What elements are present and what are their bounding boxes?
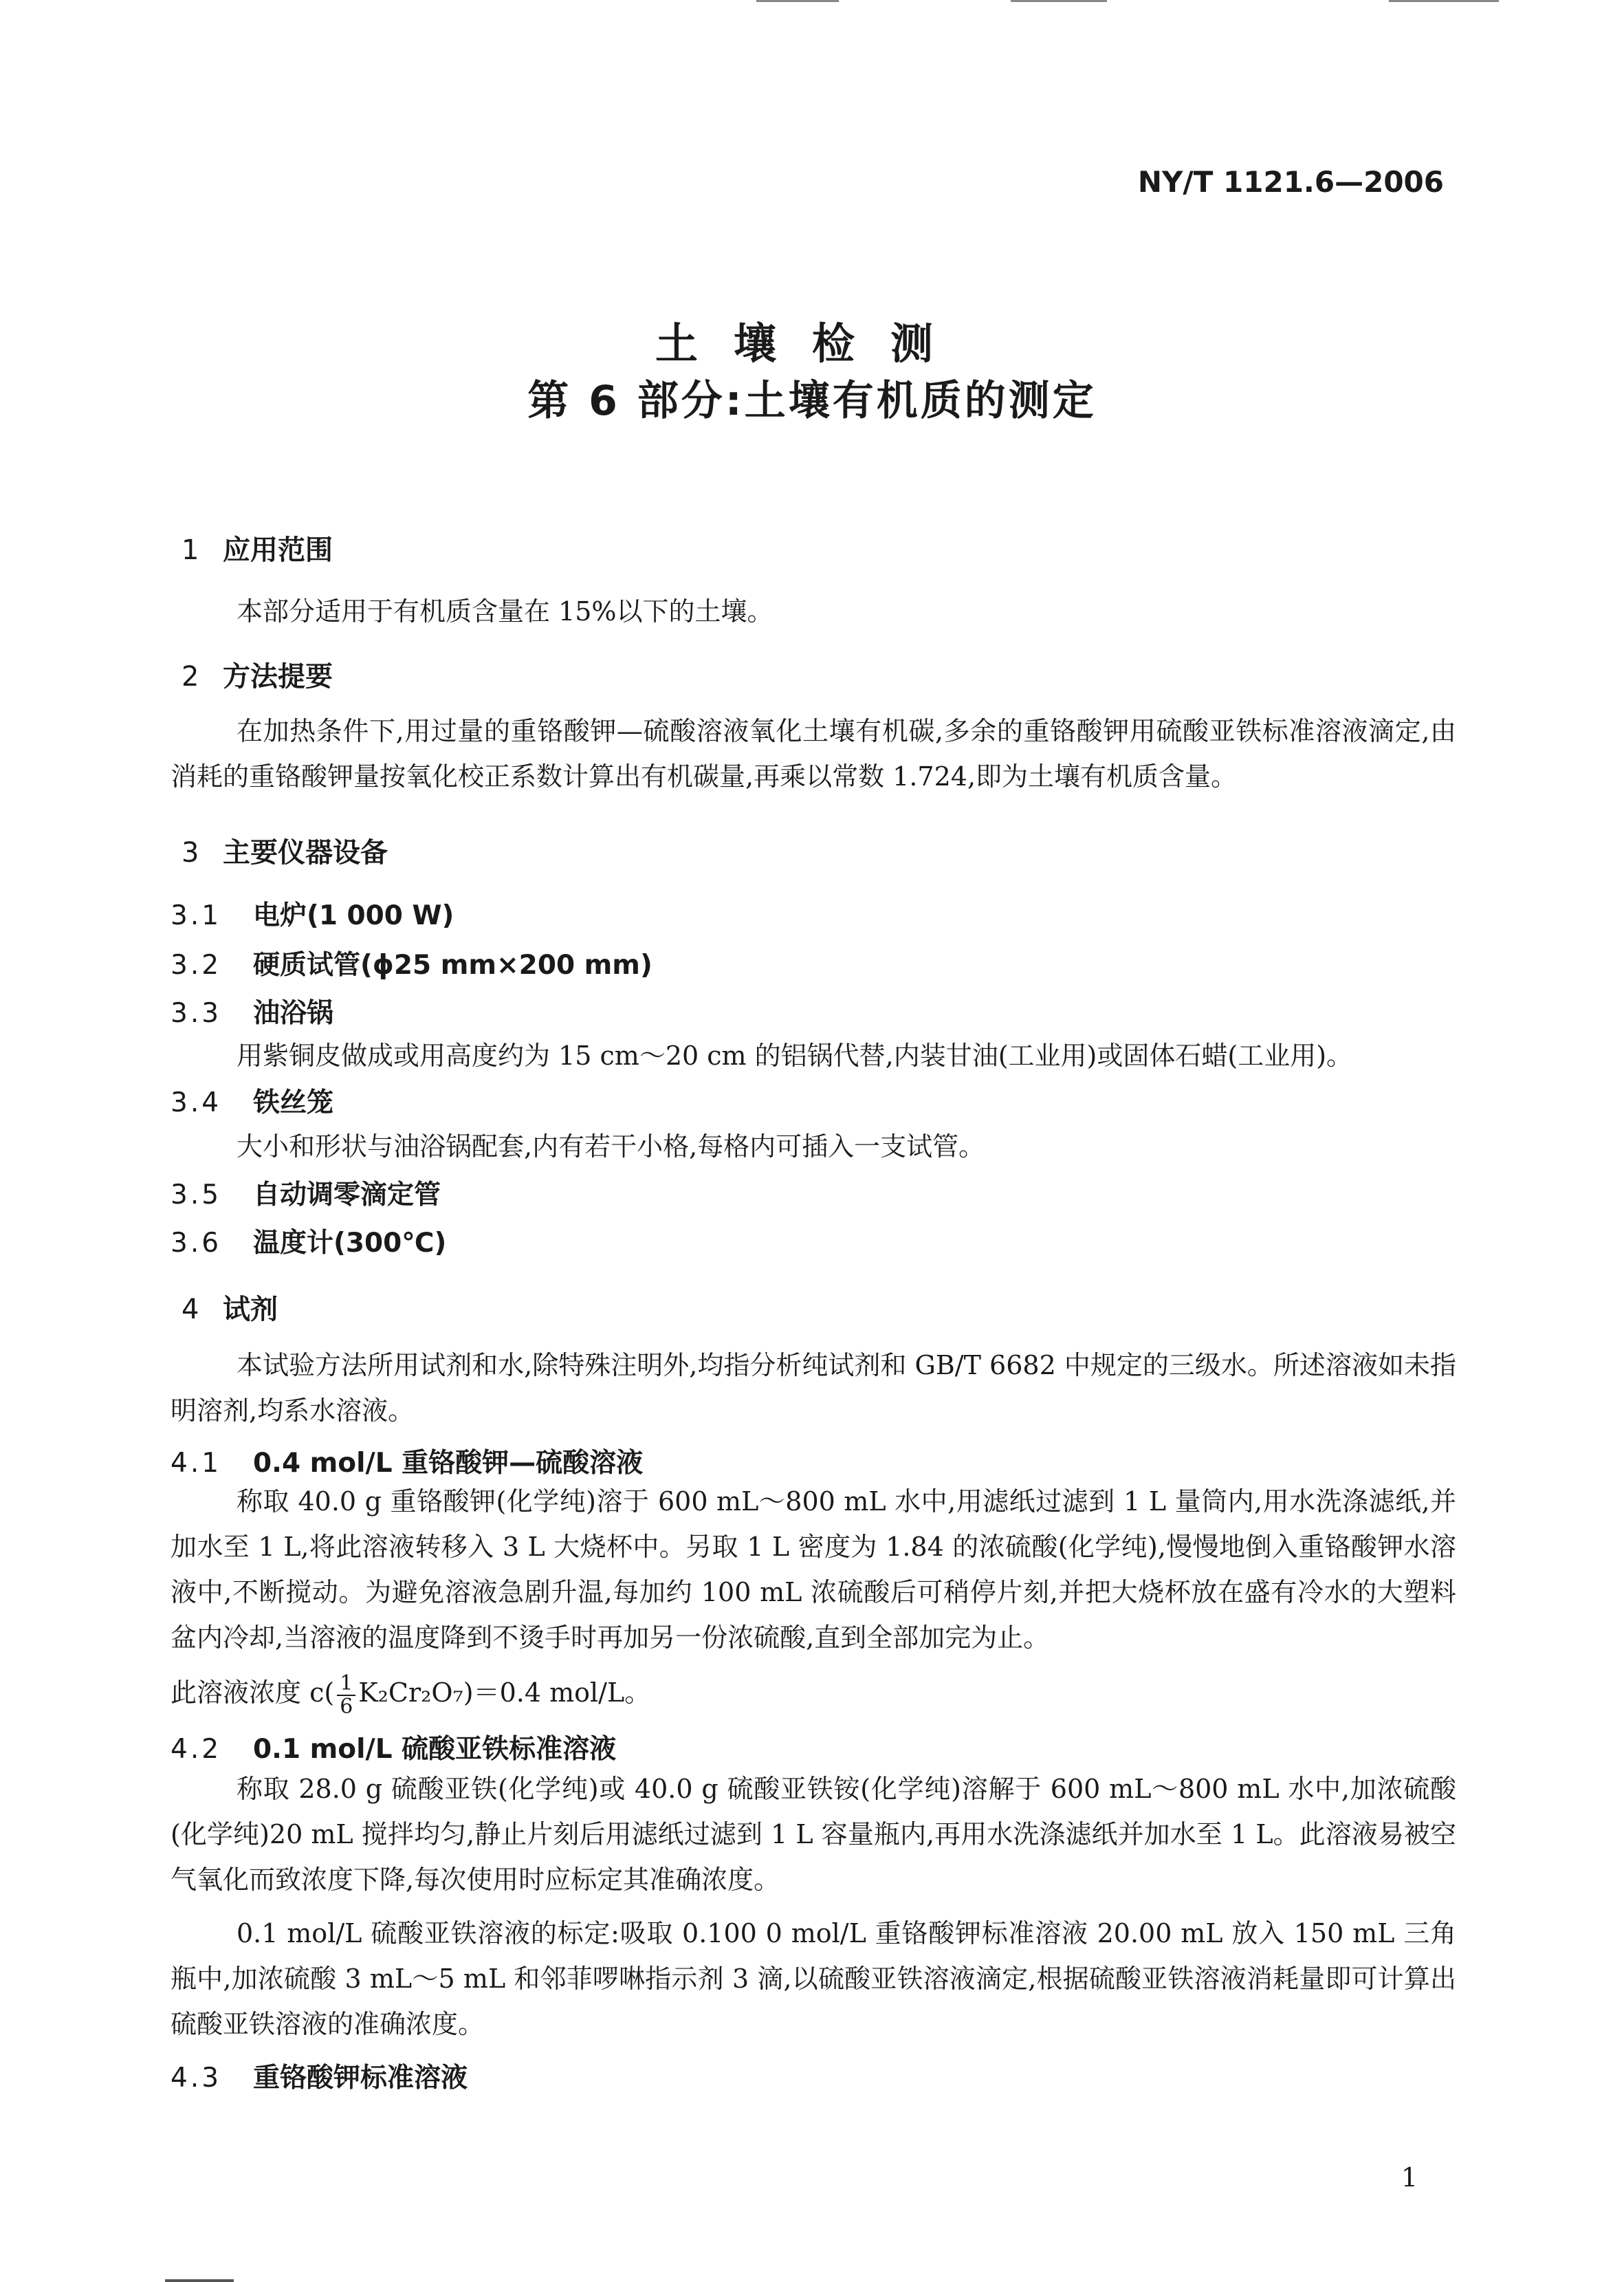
- document-subtitle: 第 6 部分:土壤有机质的测定: [527, 377, 1097, 425]
- standard-number: NY/T 1121.6—2006: [1137, 165, 1444, 199]
- subsection-3-1: 3.1 电炉(1 000 W): [171, 900, 454, 931]
- subsection-3-5: 3.5 自动调零滴定管: [171, 1180, 441, 1210]
- concentration-formula: 此溶液浓度 c( $\frac{1}{6}$ K₂Cr₂O₇)＝0.4 mol/L。: [171, 1671, 651, 1719]
- section-number: 2: [182, 661, 199, 693]
- subsection-4-3: 4.3 重铬酸钾标准溶液: [171, 2063, 468, 2094]
- section-heading-4: [182, 1287, 278, 1327]
- subsection-3-6: 3.6 温度计(300℃): [171, 1228, 447, 1259]
- subsection-4-1-text: 称取 40.0 g 重铬酸钾(化学纯)溶于 600 mL～800 mL 水中,用滤纸过滤到 1 L 量筒内,用水洗涤滤纸,并加水至 1 L,将此溶液转移入 3 L 大烧杯中。另取 1 L 密度为 1.84 的浓硫酸(化学纯),慢慢地倒入重铬酸钾水溶液中,不断搅动。为避免溶液急剧升温,每加约 100 mL 浓硫酸后可稍停片刻,并把大烧杯放在盛有冷水的大塑料盆内冷却,当溶液的温度降到不烫手时再加另一份浓硫酸,直到全部加完为止。: [171, 1486, 1456, 1653]
- scan-edge-mark: [1011, 0, 1107, 2]
- section-title: 应用范围: [223, 534, 333, 566]
- section-title: 方法提要: [223, 661, 333, 693]
- scan-edge-mark: [1389, 0, 1499, 2]
- section-title: 主要仪器设备: [223, 837, 388, 869]
- section-4-text: 本试验方法所用试剂和水,除特殊注明外,均指分析纯试剂和 GB/T 6682 中规定的三级水。所述溶液如未指明溶剂,均系水溶液。: [171, 1350, 1456, 1426]
- section-number: 3: [182, 837, 199, 869]
- subsection-4-2: 4.2 0.1 mol/L 硫酸亚铁标准溶液: [171, 1734, 617, 1765]
- section-2-text: 在加热条件下,用过量的重铬酸钾—硫酸溶液氧化土壤有机碳,多余的重铬酸钾用硫酸亚铁标准溶液滴定,由消耗的重铬酸钾量按氧化校正系数计算出有机碳量,再乘以常数 1.724,即为土壤有机质含量。: [171, 716, 1456, 792]
- page-number: 1: [1401, 2162, 1418, 2193]
- subsection-3-3: 3.3 油浴锅: [171, 998, 334, 1029]
- section-heading-2: [182, 655, 333, 694]
- subsection-3-3-text: 用紫铜皮做成或用高度约为 15 cm～20 cm 的铝锅代替,内装甘油(工业用)或固体石蜡(工业用)。: [237, 1041, 1353, 1071]
- section-title: 试剂: [223, 1294, 278, 1325]
- section-heading-1: [182, 528, 333, 567]
- subsection-4-2-text: 称取 28.0 g 硫酸亚铁(化学纯)或 40.0 g 硫酸亚铁铵(化学纯)溶解于 600 mL～800 mL 水中,加浓硫酸(化学纯)20 mL 搅拌均匀,静止片刻后用滤纸过滤到 1 L 容量瓶内,再用水洗涤滤纸并加水至 1 L。此溶液易被空气氧化而致浓度下降,每次使用时应标定其准确浓度。: [171, 1774, 1456, 1895]
- section-number: 1: [182, 534, 199, 566]
- bottom-rule: [165, 2279, 234, 2282]
- subsection-3-4: 3.4 铁丝笼: [171, 1087, 334, 1118]
- subsection-3-2: 3.2 硬质试管(ϕ25 mm×200 mm): [171, 950, 652, 981]
- document-title: 土壤检测: [655, 318, 969, 369]
- fraction: $\frac{1}{6}$: [337, 1673, 355, 1718]
- scan-edge-mark: [756, 0, 839, 2]
- section-heading-3: [182, 831, 388, 870]
- subsection-3-4-text: 大小和形状与油浴锅配套,内有若干小格,每格内可插入一支试管。: [237, 1131, 985, 1162]
- subsection-4-1: 4.1 0.4 mol/L 重铬酸钾—硫酸溶液: [171, 1448, 644, 1479]
- section-number: 4: [182, 1294, 199, 1325]
- section-1-text: 本部分适用于有机质含量在 15%以下的土壤。: [237, 596, 773, 627]
- subsection-4-2-calibration: 0.1 mol/L 硫酸亚铁溶液的标定:吸取 0.100 0 mol/L 重铬酸钾标准溶液 20.00 mL 放入 150 mL 三角瓶中,加浓硫酸 3 mL～5 mL 和邻菲啰啉指示剂 3 滴,以硫酸亚铁溶液滴定,根据硫酸亚铁溶液消耗量即可计算出硫酸亚铁溶液的准确浓度。: [171, 1918, 1456, 2039]
